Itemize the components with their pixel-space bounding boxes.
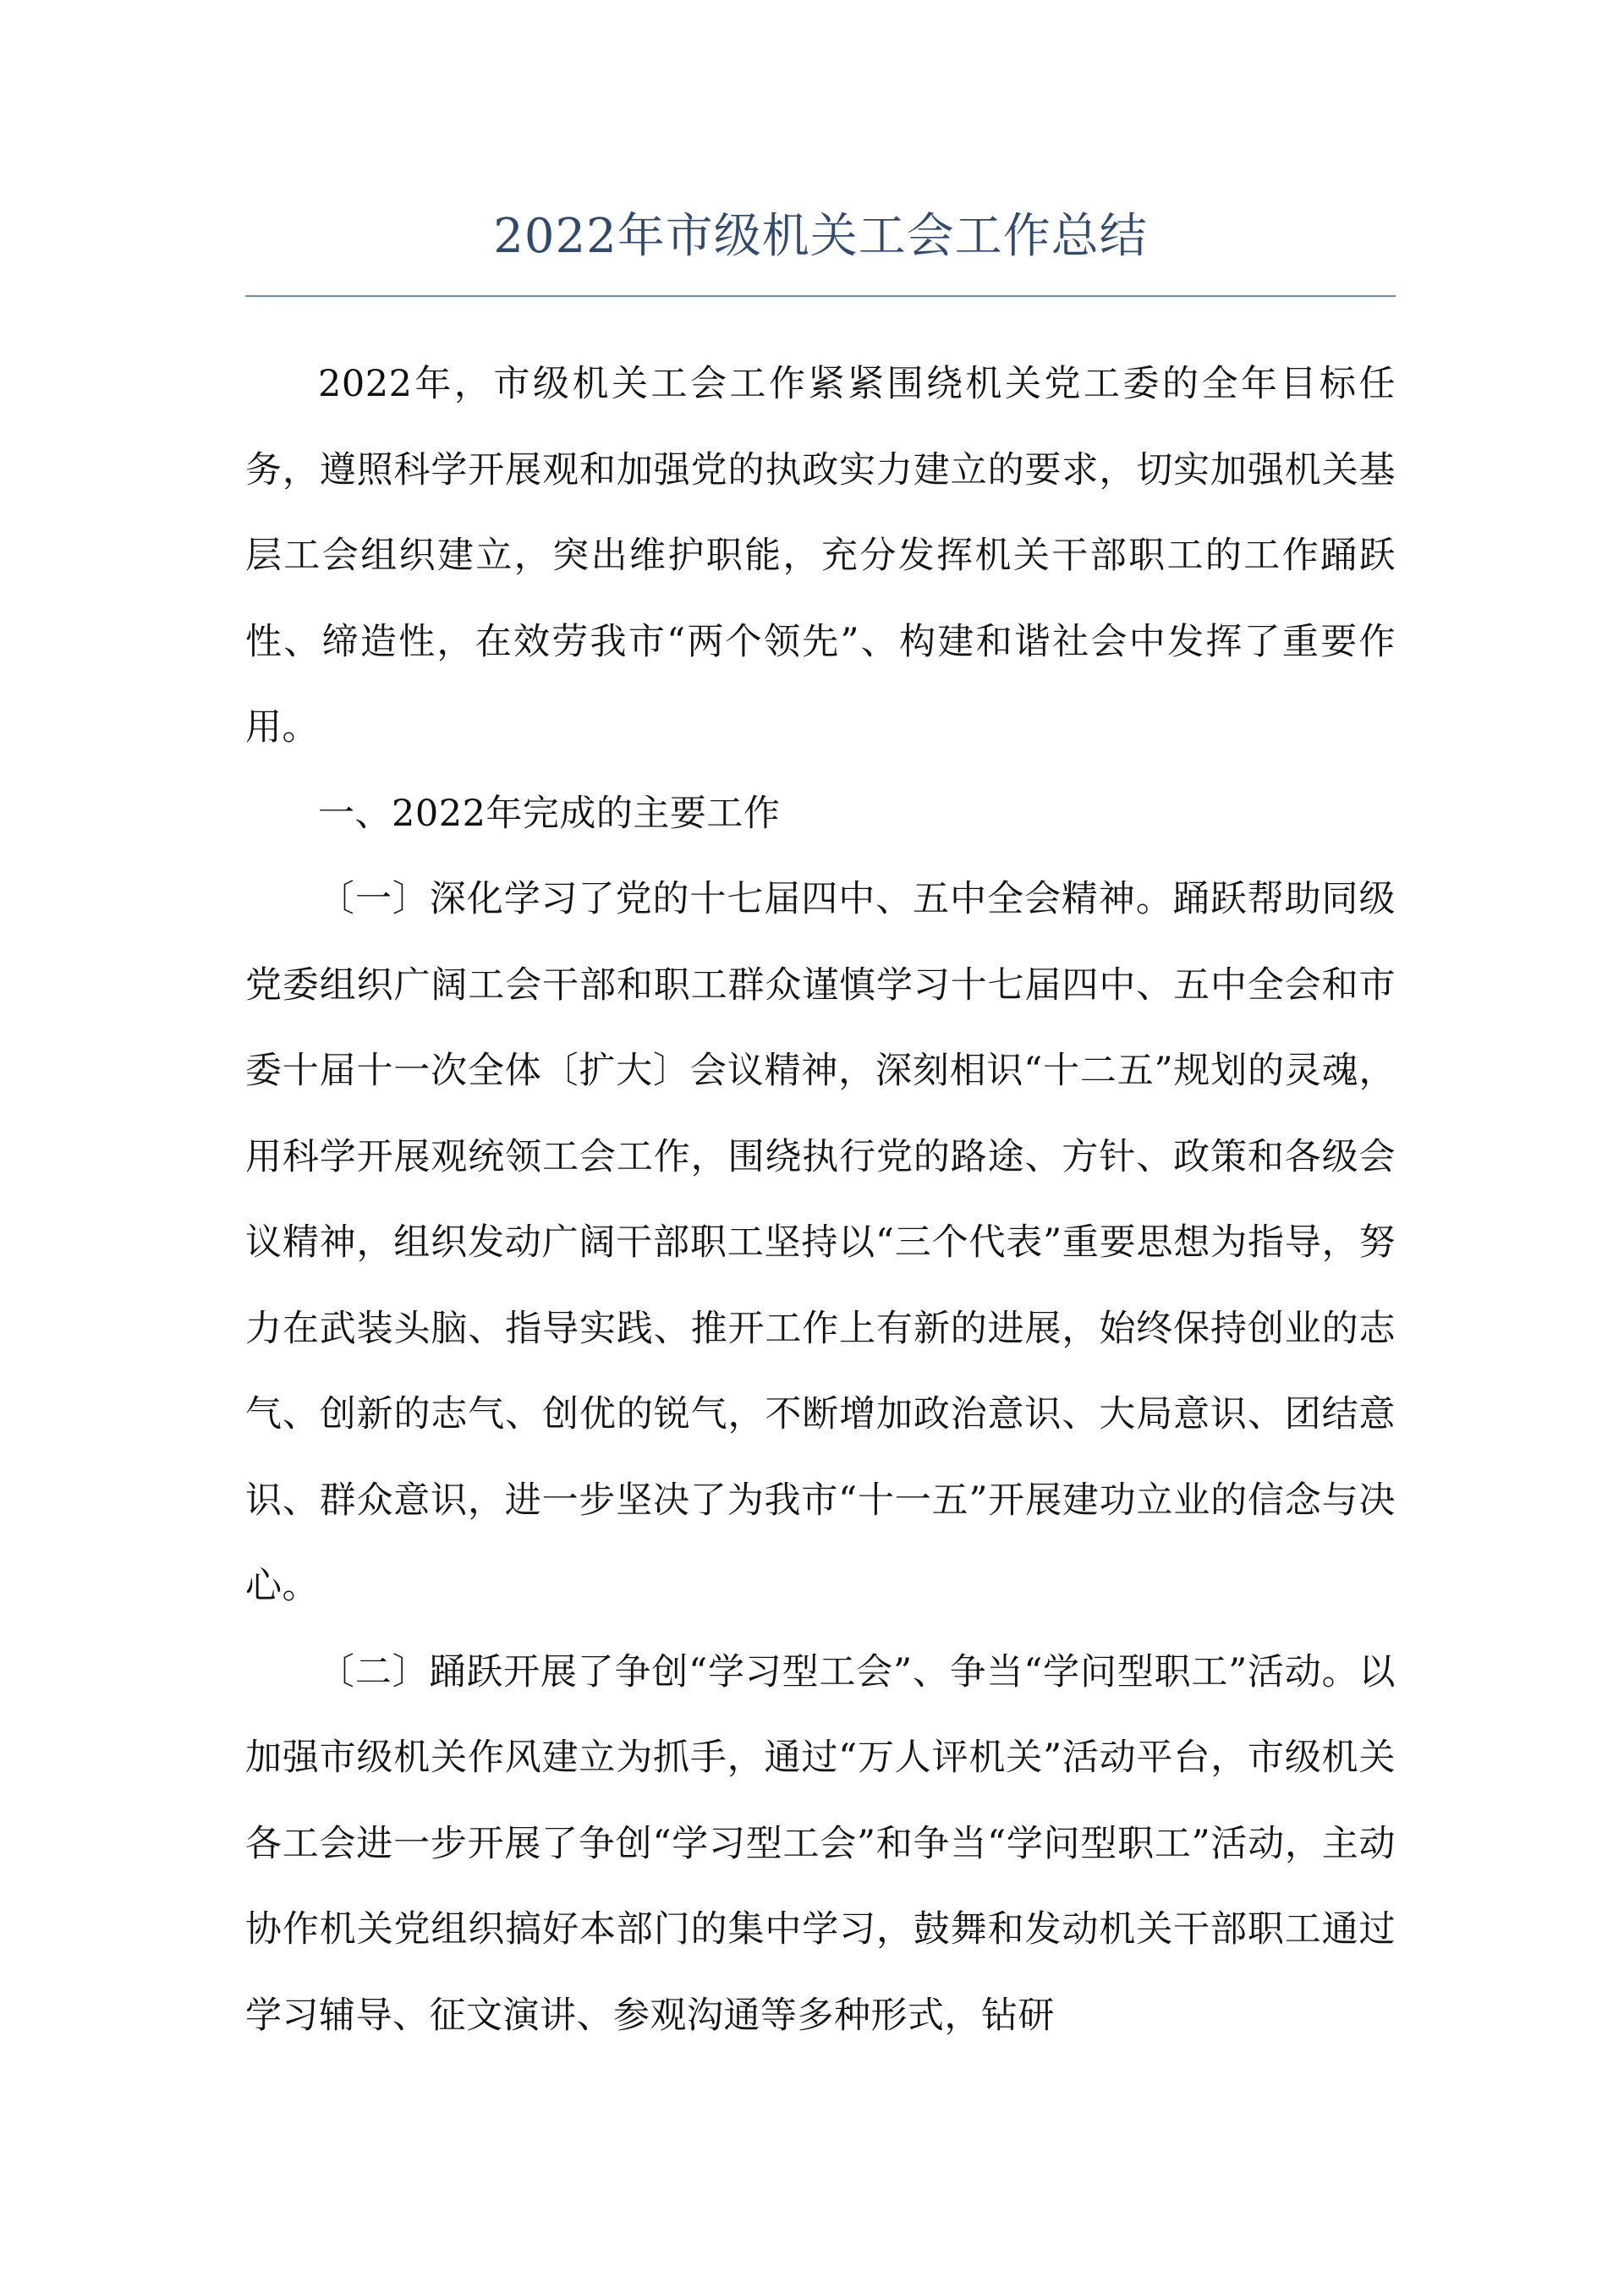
paragraph-item-1: 〔一〕深化学习了党的十七届四中、五中全会精神。踊跃帮助同级党委组织广阔工会干部和职工群众谨慎学习十七届四中、五中全会和市委十届十一次全体〔扩大〕会议精神，深刻相识“十二五”规划的灵魂，用科学开展观统领工会工作，围绕执行党的路途、方针、政策和各级会议精神，组织发动广阔干部职工坚持以“三个代表”重要思想为指导，努力在武装头脑、指导实践、推开工作上有新的进展，始终保持创业的志气、创新的志气、创优的锐气，不断增加政治意识、大局意识、团结意识、群众意识，进一步坚决了为我市“十一五”开展建功立业的信念与决心。 bbox=[245, 878, 1396, 1607]
document-body bbox=[245, 342, 1396, 2059]
title-divider bbox=[245, 295, 1396, 297]
document-title: 2022年市级机关工会工作总结 bbox=[493, 209, 1148, 264]
paragraph-intro: 2022年，市级机关工会工作紧紧围绕机关党工委的全年目标任务，遵照科学开展观和加强党的执政实力建立的要求，切实加强机关基层工会组织建立，突出维护职能，充分发挥机关干部职工的工作踊跃性、缔造性，在效劳我市“两个领先”、构建和谐社会中发挥了重要作用。 bbox=[245, 363, 1396, 749]
paragraph-item-2: 〔二〕踊跃开展了争创“学习型工会”、争当“学问型职工”活动。以加强市级机关作风建立为抓手，通过“万人评机关”活动平台，市级机关各工会进一步开展了争创“学习型工会”和争当“学问型职工”活动，主动协作机关党组织搞好本部门的集中学习，鼓舞和发动机关干部职工通过学习辅导、征文演讲、参观沟通等多种形式，钻研 bbox=[245, 1650, 1396, 2037]
section-heading-main-work: 一、2022年完成的主要工作 bbox=[318, 792, 781, 835]
